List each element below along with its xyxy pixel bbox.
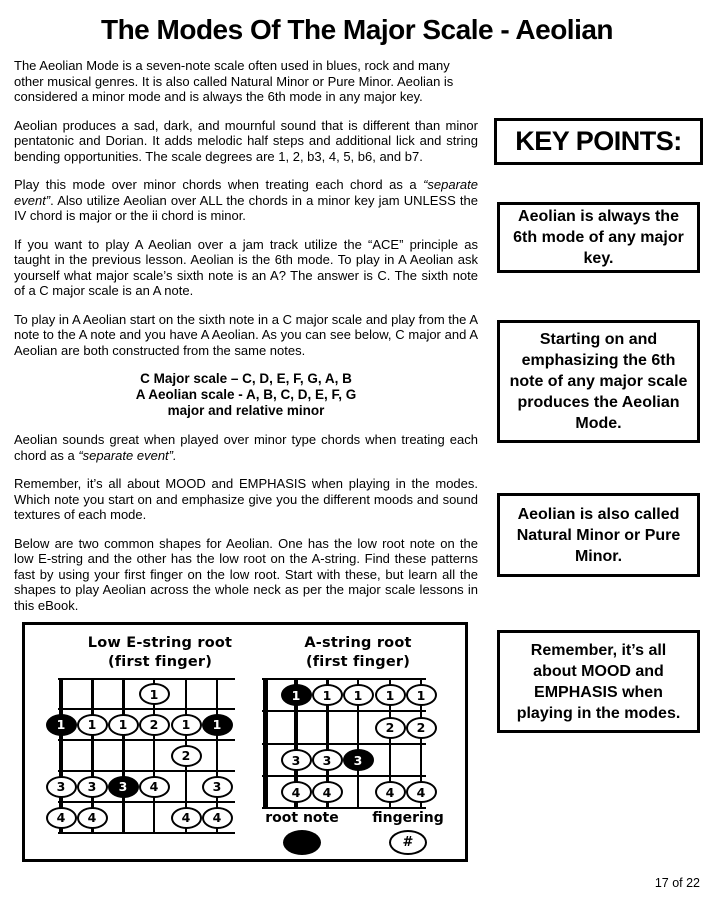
fretboard-right-finger-dot: 2	[375, 717, 406, 739]
paragraph	[14, 476, 478, 523]
paragraph-segment: Play this mode over minor chords when treating each chord as a	[14, 177, 424, 192]
fretboard-left-fret-line	[58, 739, 235, 741]
fretboard-left-fret-line	[58, 832, 235, 834]
fretboard-right-fret-line	[262, 807, 426, 809]
fretboard-left-finger-dot: 4	[202, 807, 233, 829]
fretboard-left-title	[65, 634, 255, 672]
paragraph	[14, 536, 478, 614]
page-title: The Modes Of The Major Scale - Aeolian	[100, 14, 614, 45]
fretboard-left-finger-dot: 2	[139, 714, 170, 736]
fretboard-right-finger-dot: 1	[375, 684, 406, 706]
paragraph	[14, 237, 478, 299]
fretboard-right-finger-dot: 1	[406, 684, 437, 706]
paragraphs-block	[14, 432, 478, 613]
fretboard-right-subtitle: (first finger)	[305, 654, 411, 670]
fretboard-left-finger-dot: 1	[108, 714, 139, 736]
scale-summary-line-2: A Aeolian scale - A, B, C, D, E, F, G	[135, 387, 357, 402]
fretboard-right-fret-line	[262, 775, 426, 777]
fretboard-left-fret-line	[58, 770, 235, 772]
paragraph-segment: Aeolian produces a sad, dark, and mournful sound that is different than minor pentatonic and Dorian. It adds melodic half steps and additional lick and string bending opportunities. The scale degrees are 1, 2, b3, 4, 5, b6, and b7.	[14, 117, 478, 164]
paragraphs-block	[14, 58, 478, 358]
fretboard-left-title-line: Low E-string root	[87, 635, 233, 651]
paragraph	[14, 177, 478, 224]
paragraph-segment: To play in A Aeolian start on the sixth note in a C major scale and play from the A note to the A note and you have A Aeolian. As you can see below, C major and A Aeolian are both constructed from the same notes.	[14, 311, 478, 358]
paragraph	[14, 312, 478, 359]
fretboard-right-title	[263, 634, 453, 672]
fretboard-left-root-note-dot: 1	[46, 714, 77, 736]
scale-summary-line-1: C Major scale – C, D, E, F, G, A, B	[140, 371, 352, 386]
key-point-note: Remember, it’s all about MOOD and EMPHASIS when playing in the modes.	[497, 630, 700, 733]
page-number: 17 of 22	[654, 876, 700, 890]
fretboard-right-finger-dot: 4	[375, 781, 406, 803]
fretboard-left-finger-dot: 3	[202, 776, 233, 798]
paragraph-italic-segment: “separate event”	[14, 177, 478, 208]
root-note-legend-label: root note	[265, 810, 339, 826]
fretboard-left-finger-dot: 4	[171, 807, 202, 829]
fretboard-right-finger-dot: 2	[406, 717, 437, 739]
fretboard-right-root-note-dot: 1	[281, 684, 312, 706]
paragraph-segment: Remember, it’s all about MOOD and EMPHASIS when playing in the modes. Which note you start on and emphasize give you the different moods and sound textures of each mode.	[14, 476, 478, 522]
paragraph-segment: Aeolian sounds great when played over minor type chords when treating each chord as a	[14, 432, 478, 463]
fretboard-right-root-note-dot: 3	[343, 749, 374, 771]
fretboard-left-string-line	[122, 679, 125, 833]
fretboard-left-finger-dot: 4	[46, 807, 77, 829]
fretboard-right-finger-dot: 4	[312, 781, 343, 803]
fingering-legend-icon: #	[389, 830, 427, 855]
fretboard-right-fret-line	[262, 743, 426, 745]
body-text-column	[14, 58, 478, 626]
fretboard-right-finger-dot: 1	[312, 684, 343, 706]
fretboard-left-fret-line	[58, 801, 235, 803]
fretboard-right-finger-dot: 4	[406, 781, 437, 803]
key-point-note: Starting on and emphasizing the 6th note of any major scale produces the Aeolian Mode.	[497, 320, 700, 443]
fretboard-left-root-note-dot: 1	[202, 714, 233, 736]
fretboard-right-finger-dot: 3	[312, 749, 343, 771]
fretboard-diagram-panel	[22, 622, 468, 862]
paragraph	[14, 118, 478, 165]
scale-summary-line-3: major and relative minor	[167, 403, 325, 418]
fretboard-left-finger-dot: 1	[171, 714, 202, 736]
root-note-legend-icon	[283, 830, 321, 855]
fretboard-left-finger-dot: 4	[77, 807, 108, 829]
fretboard-left-finger-dot: 1	[139, 683, 170, 705]
fretboard-left-subtitle: (first finger)	[107, 654, 213, 670]
paragraph-segment: . Also utilize Aeolian over ALL the chords in a minor key jam UNLESS the IV chord is major or the ii chord is minor.	[14, 192, 478, 223]
fretboard-right-finger-dot: 3	[281, 749, 312, 771]
fretboard-left-fret-line	[58, 708, 235, 710]
fretboard-left-finger-dot: 3	[46, 776, 77, 798]
fretboard-left-root-note-dot: 3	[108, 776, 139, 798]
paragraph	[14, 432, 478, 463]
fingering-legend-label: fingering	[372, 810, 444, 826]
fretboard-right-fret-line	[262, 710, 426, 712]
fretboard-left-fret-line	[58, 678, 235, 680]
key-point-note: Aeolian is always the 6th mode of any major key.	[497, 202, 700, 273]
paragraph-italic-segment: “separate event”.	[78, 447, 177, 463]
fretboard-right-finger-dot: 4	[281, 781, 312, 803]
fretboard-right-finger-dot: 1	[343, 684, 374, 706]
fretboard-right-title-line: A-string root	[304, 635, 412, 651]
paragraph	[14, 58, 478, 105]
scale-summary	[14, 371, 478, 419]
key-point-note: Aeolian is also called Natural Minor or Pure Minor.	[497, 493, 700, 577]
paragraph-segment: The Aeolian Mode is a seven-note scale often used in blues, rock and many other musical genres. It is also called Natural Minor or Pure Minor. Aeolian is considered a minor mode and is always the 6th mode in any major key.	[14, 58, 454, 104]
key-points-header: KEY POINTS:	[494, 118, 703, 165]
fretboard-left-finger-dot: 1	[77, 714, 108, 736]
fretboard-left-finger-dot: 3	[77, 776, 108, 798]
paragraph-segment: If you want to play A Aeolian over a jam track utilize the “ACE” principle as taught in the previous lesson. Aeolian is the 6th mode. To play in A Aeolian ask yourself what major scale’s sixth note is an A? The answer is C. The sixth note of a C major scale is an A note.	[14, 236, 478, 298]
paragraph-segment: Below are two common shapes for Aeolian. One has the low root note on the low E-string and the other has the low root on the A-string. Find these patterns fast by using your first finger on the low root. Start with these, but learn all the shapes to play Aeolian across the whole neck as per the major scale lessons in this eBook.	[14, 535, 478, 613]
fretboard-left-finger-dot: 4	[139, 776, 170, 798]
fretboard-left-finger-dot: 2	[171, 745, 202, 767]
fretboard-right-fret-line	[262, 678, 426, 680]
